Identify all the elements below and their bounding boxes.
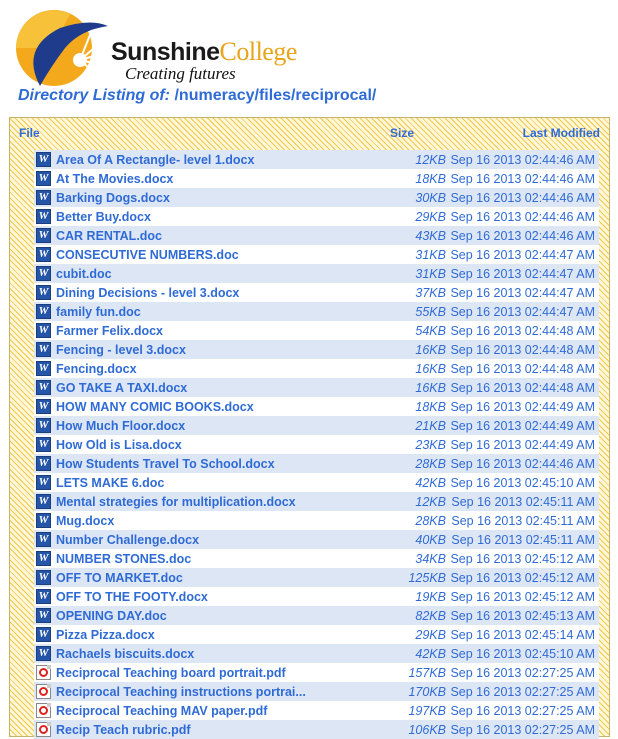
- page-title: [18, 87, 376, 105]
- table-row[interactable]: [34, 511, 599, 530]
- word-doc-icon: W: [36, 209, 51, 224]
- file-name-link[interactable]: How Much Floor.docx: [56, 418, 186, 433]
- file-name-link[interactable]: OPENING DAY.doc: [56, 608, 167, 623]
- table-row[interactable]: [34, 359, 599, 378]
- file-size: 42KB: [415, 475, 446, 490]
- word-doc-icon: W: [36, 399, 51, 414]
- word-doc-icon: W: [36, 285, 51, 300]
- file-name-link[interactable]: Mental strategies for multiplication.docx: [56, 494, 296, 509]
- file-modified-date: Sep 16 2013 02:44:46 AM: [450, 209, 595, 224]
- file-name-link[interactable]: NUMBER STONES.doc: [56, 551, 192, 566]
- table-row[interactable]: [34, 530, 599, 549]
- word-doc-icon: W: [36, 494, 51, 509]
- file-modified-date: Sep 16 2013 02:45:11 AM: [451, 532, 595, 547]
- word-doc-icon: W: [36, 551, 51, 566]
- table-row[interactable]: [34, 321, 599, 340]
- table-row[interactable]: [34, 473, 599, 492]
- directory-path: /numeracy/files/reciprocal/: [174, 87, 377, 104]
- file-size: 29KB: [415, 209, 446, 224]
- file-modified-date: Sep 16 2013 02:45:10 AM: [450, 475, 595, 490]
- word-doc-icon: W: [36, 266, 51, 281]
- file-modified-date: Sep 16 2013 02:45:11 AM: [451, 513, 595, 528]
- file-size: 40KB: [415, 532, 446, 547]
- file-modified-date: Sep 16 2013 02:44:48 AM: [450, 361, 595, 376]
- file-modified-date: Sep 16 2013 02:44:48 AM: [450, 380, 595, 395]
- word-doc-icon: W: [36, 570, 51, 585]
- table-row[interactable]: [34, 283, 599, 302]
- college-logo: [10, 8, 330, 88]
- word-doc-icon: W: [36, 475, 51, 490]
- page-title-label: Directory Listing of:: [18, 87, 171, 104]
- file-name-link[interactable]: Pizza Pizza.docx: [56, 627, 155, 642]
- table-row[interactable]: [34, 378, 599, 397]
- table-row[interactable]: [34, 245, 599, 264]
- file-modified-date: Sep 16 2013 02:45:14 AM: [450, 627, 595, 642]
- column-header-file[interactable]: File: [19, 126, 40, 140]
- table-row[interactable]: [34, 606, 599, 625]
- file-name-link[interactable]: How Old is Lisa.docx: [56, 437, 182, 452]
- table-row[interactable]: [34, 549, 599, 568]
- file-name-link[interactable]: Rachaels biscuits.docx: [56, 646, 195, 661]
- table-row[interactable]: [34, 416, 599, 435]
- table-row[interactable]: [34, 302, 599, 321]
- file-name-link[interactable]: CONSECUTIVE NUMBERS.doc: [56, 247, 239, 262]
- file-size: 31KB: [415, 247, 446, 262]
- word-doc-icon: W: [36, 513, 51, 528]
- file-size: 18KB: [415, 399, 446, 414]
- table-row[interactable]: [34, 207, 599, 226]
- file-name-link[interactable]: Farmer Felix.docx: [56, 323, 163, 338]
- file-name-link[interactable]: family fun.doc: [56, 304, 141, 319]
- table-row[interactable]: [34, 454, 599, 473]
- college-name-part1: Sunshine: [111, 38, 220, 66]
- table-row[interactable]: [34, 340, 599, 359]
- college-name-part2: College: [219, 37, 297, 66]
- file-size: 31KB: [415, 266, 446, 281]
- file-name-link[interactable]: LETS MAKE 6.doc: [56, 475, 165, 490]
- file-size: 23KB: [415, 437, 446, 452]
- file-size: 21KB: [415, 418, 446, 433]
- word-doc-icon: W: [36, 228, 51, 243]
- file-size: 12KB: [415, 152, 446, 167]
- file-name-link[interactable]: Dining Decisions - level 3.docx: [56, 285, 240, 300]
- file-size: 42KB: [415, 646, 446, 661]
- file-name-link[interactable]: cubit.doc: [56, 266, 112, 281]
- table-row[interactable]: [34, 169, 599, 188]
- word-doc-icon: W: [36, 646, 51, 661]
- file-modified-date: Sep 16 2013 02:44:47 AM: [450, 285, 595, 300]
- word-doc-icon: W: [36, 456, 51, 471]
- column-header-size[interactable]: Size: [390, 126, 415, 140]
- table-row[interactable]: [34, 226, 599, 245]
- file-size: 82KB: [415, 608, 446, 623]
- file-modified-date: Sep 16 2013 02:44:49 AM: [450, 399, 595, 414]
- file-modified-date: Sep 16 2013 02:45:12 AM: [450, 551, 595, 566]
- file-name-link[interactable]: Area Of A Rectangle- level 1.docx: [56, 152, 255, 167]
- file-modified-date: Sep 16 2013 02:27:25 AM: [450, 703, 595, 718]
- file-modified-date: Sep 16 2013 02:44:46 AM: [450, 228, 595, 243]
- file-size: 18KB: [415, 171, 446, 186]
- word-doc-icon: W: [36, 627, 51, 642]
- table-row[interactable]: [34, 568, 599, 587]
- file-name-link[interactable]: Reciprocal Teaching board portrait.pdf: [56, 665, 286, 680]
- table-row[interactable]: [34, 397, 599, 416]
- word-doc-icon: W: [36, 361, 51, 376]
- file-name-link[interactable]: OFF TO MARKET.doc: [56, 570, 183, 585]
- file-list: [34, 150, 599, 739]
- table-row[interactable]: [34, 625, 599, 644]
- file-size: 170KB: [408, 684, 446, 699]
- table-row[interactable]: [34, 682, 599, 701]
- listing-table: [19, 126, 600, 736]
- file-name-link[interactable]: At The Movies.docx: [56, 171, 174, 186]
- file-name-link[interactable]: GO TAKE A TAXI.docx: [56, 380, 188, 395]
- word-doc-icon: W: [36, 342, 51, 357]
- college-name: [111, 37, 297, 67]
- listing-frame: [9, 117, 610, 737]
- file-size: 37KB: [415, 285, 446, 300]
- file-modified-date: Sep 16 2013 02:44:48 AM: [450, 342, 595, 357]
- file-modified-date: Sep 16 2013 02:45:13 AM: [450, 608, 595, 623]
- file-name-link[interactable]: Better Buy.docx: [56, 209, 151, 224]
- file-name-link[interactable]: HOW MANY COMIC BOOKS.docx: [56, 399, 254, 414]
- file-name-link[interactable]: OFF TO THE FOOTY.docx: [56, 589, 208, 604]
- table-row[interactable]: [34, 587, 599, 606]
- file-size: 43KB: [415, 228, 446, 243]
- file-size: 28KB: [415, 513, 446, 528]
- file-modified-date: Sep 16 2013 02:45:12 AM: [450, 589, 595, 604]
- file-size: 55KB: [415, 304, 446, 319]
- word-doc-icon: W: [36, 190, 51, 205]
- word-doc-icon: W: [36, 323, 51, 338]
- table-row[interactable]: [34, 663, 599, 682]
- table-row[interactable]: [34, 720, 599, 739]
- file-size: 28KB: [415, 456, 446, 471]
- word-doc-icon: W: [36, 437, 51, 452]
- word-doc-icon: W: [36, 304, 51, 319]
- table-row[interactable]: [34, 644, 599, 663]
- pdf-icon: [36, 703, 51, 718]
- pdf-icon: [36, 665, 51, 680]
- file-name-link[interactable]: Reciprocal Teaching instructions portrai...: [56, 684, 306, 699]
- table-row[interactable]: [34, 264, 599, 283]
- file-modified-date: Sep 16 2013 02:45:11 AM: [451, 494, 595, 509]
- file-modified-date: Sep 16 2013 02:44:46 AM: [450, 190, 595, 205]
- file-name-link[interactable]: Number Challenge.docx: [56, 532, 200, 547]
- college-tagline: Creating futures: [125, 64, 236, 83]
- file-modified-date: Sep 16 2013 02:45:10 AM: [450, 646, 595, 661]
- table-row[interactable]: [34, 492, 599, 511]
- file-name-link[interactable]: Mug.docx: [56, 513, 115, 528]
- file-modified-date: Sep 16 2013 02:44:47 AM: [450, 266, 595, 281]
- file-modified-date: Sep 16 2013 02:44:48 AM: [450, 323, 595, 338]
- file-size: 29KB: [415, 627, 446, 642]
- file-modified-date: Sep 16 2013 02:44:49 AM: [450, 418, 595, 433]
- pdf-icon: [36, 722, 51, 737]
- table-row[interactable]: [34, 435, 599, 454]
- file-modified-date: Sep 16 2013 02:44:47 AM: [450, 247, 595, 262]
- table-header: [19, 126, 600, 140]
- word-doc-icon: W: [36, 608, 51, 623]
- file-size: 54KB: [415, 323, 446, 338]
- file-size: 19KB: [415, 589, 446, 604]
- file-size: 12KB: [415, 494, 446, 509]
- table-row[interactable]: [34, 188, 599, 207]
- table-row[interactable]: [34, 150, 599, 169]
- word-doc-icon: W: [36, 532, 51, 547]
- word-doc-icon: W: [36, 171, 51, 186]
- file-size: 16KB: [415, 342, 446, 357]
- file-modified-date: Sep 16 2013 02:44:46 AM: [450, 171, 595, 186]
- column-header-modified[interactable]: Last Modified: [522, 126, 600, 140]
- pdf-icon: [36, 684, 51, 699]
- file-modified-date: Sep 16 2013 02:44:46 AM: [450, 456, 595, 471]
- file-modified-date: Sep 16 2013 02:44:46 AM: [450, 152, 595, 167]
- file-size: 30KB: [415, 190, 446, 205]
- file-size: 16KB: [415, 380, 446, 395]
- word-doc-icon: W: [36, 589, 51, 604]
- file-size: 106KB: [408, 722, 446, 737]
- table-row[interactable]: [34, 701, 599, 720]
- file-name-link[interactable]: Fencing - level 3.docx: [56, 342, 186, 357]
- file-modified-date: Sep 16 2013 02:45:12 AM: [450, 570, 595, 585]
- sunburst-logo-icon: [10, 8, 110, 88]
- word-doc-icon: W: [36, 418, 51, 433]
- file-size: 125KB: [408, 570, 446, 585]
- file-size: 34KB: [415, 551, 446, 566]
- file-size: 16KB: [415, 361, 446, 376]
- file-name-link[interactable]: Reciprocal Teaching MAV paper.pdf: [56, 703, 268, 718]
- file-modified-date: Sep 16 2013 02:27:25 AM: [450, 684, 595, 699]
- file-size: 157KB: [408, 665, 446, 680]
- file-name-link[interactable]: Barking Dogs.docx: [56, 190, 170, 205]
- word-doc-icon: W: [36, 152, 51, 167]
- word-doc-icon: W: [36, 247, 51, 262]
- file-modified-date: Sep 16 2013 02:27:25 AM: [450, 722, 595, 737]
- file-modified-date: Sep 16 2013 02:44:49 AM: [450, 437, 595, 452]
- file-size: 197KB: [408, 703, 446, 718]
- file-modified-date: Sep 16 2013 02:44:47 AM: [450, 304, 595, 319]
- file-name-link[interactable]: Recip Teach rubric.pdf: [56, 722, 191, 737]
- file-name-link[interactable]: Fencing.docx: [56, 361, 137, 376]
- file-name-link[interactable]: How Students Travel To School.docx: [56, 456, 275, 471]
- word-doc-icon: W: [36, 380, 51, 395]
- file-name-link[interactable]: CAR RENTAL.doc: [56, 228, 163, 243]
- file-modified-date: Sep 16 2013 02:27:25 AM: [450, 665, 595, 680]
